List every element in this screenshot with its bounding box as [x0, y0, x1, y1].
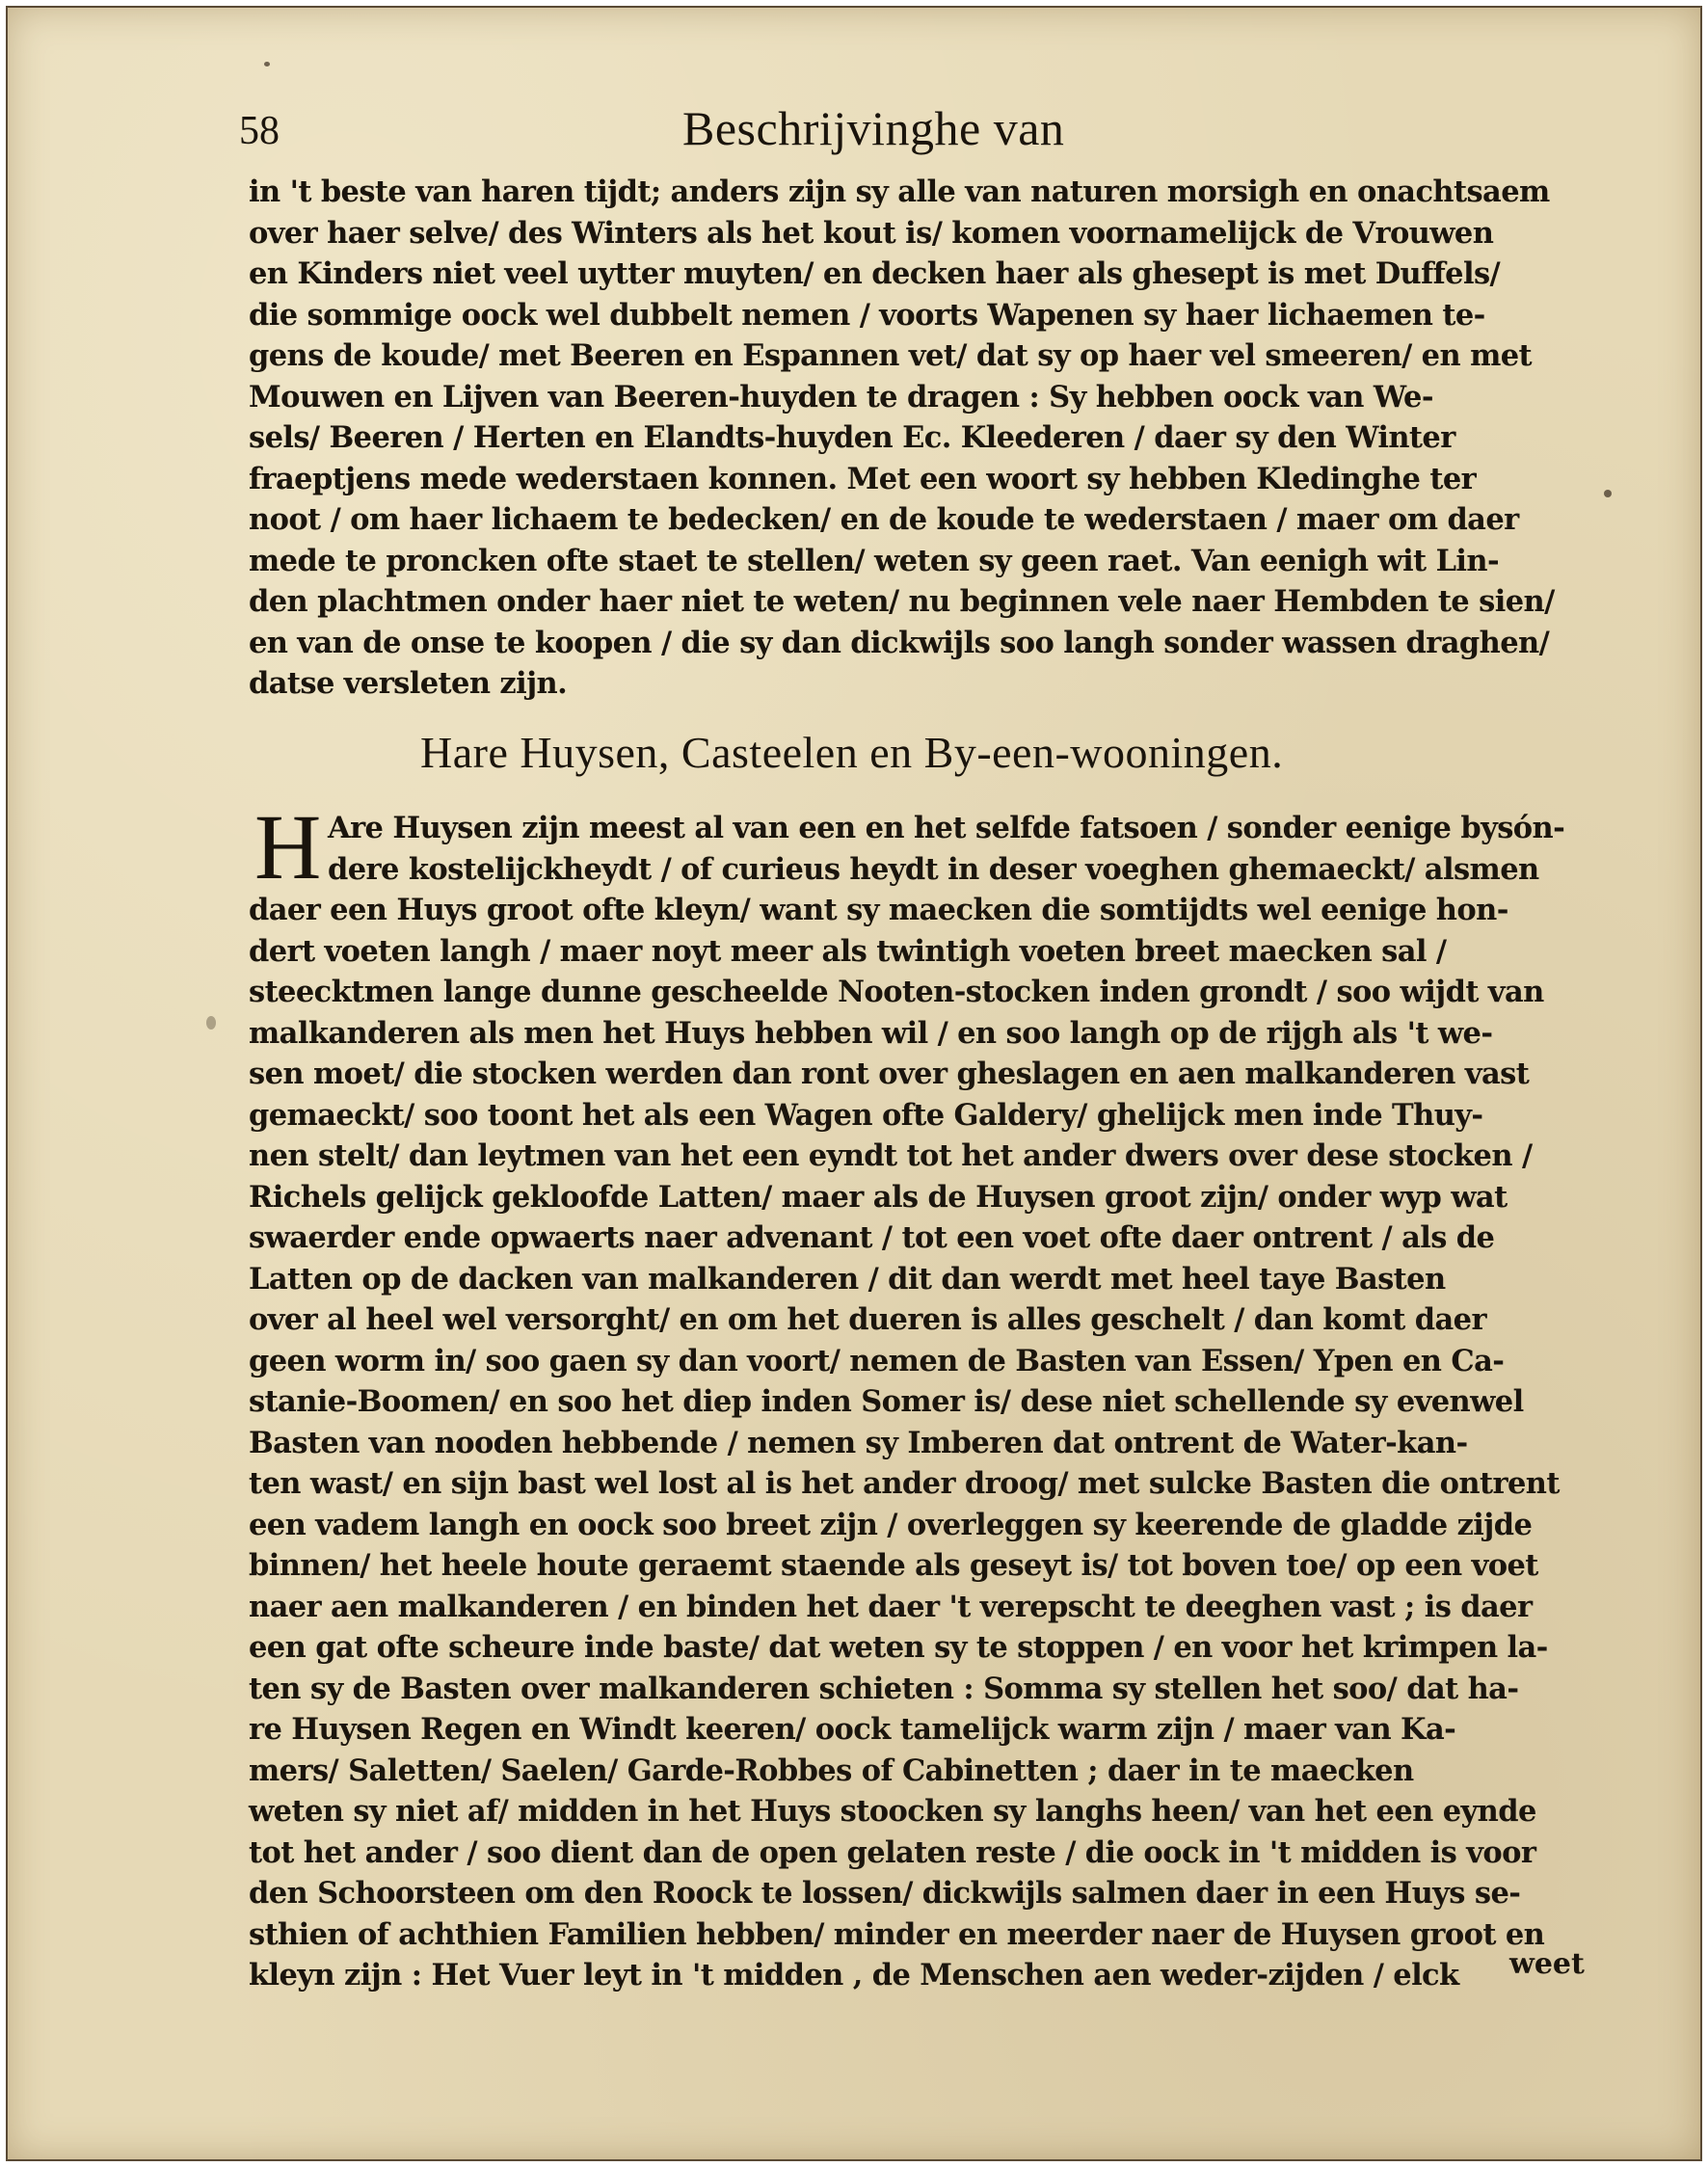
text-line: nen stelt/ dan leytmen van het een eyndt tot het ander dwers over dese stocken / — [249, 1138, 1533, 1173]
text-line: swaerder ende opwaerts naer advenant / tot een voet ofte daer ontrent / als de — [249, 1220, 1495, 1255]
paragraph-clothing — [249, 172, 1598, 705]
text-line: steecktmen lange dunne gescheelde Nooten-stocken inden grondt / soo wijdt van — [249, 975, 1544, 1009]
text-line: noot / om haer lichaem te bedecken/ en de koude te wederstaen / maer om daer — [249, 502, 1519, 537]
ink-speck — [1604, 490, 1612, 497]
text-line: daer een Huys groot ofte kleyn/ want sy maecken die somtijdts wel eenige hon- — [249, 893, 1508, 927]
book-page — [8, 8, 1700, 2159]
text-line: den plachtmen onder haer niet te weten/ nu beginnen vele naer Hembden te sien/ — [249, 584, 1555, 619]
text-line: gens de koude/ met Beeren en Espannen vet/ dat sy op haer vel smeeren/ en met — [249, 338, 1533, 373]
text-line: weten sy niet af/ midden in het Huys stoocken sy langhs heen/ van het een eynde — [249, 1794, 1536, 1829]
page-number: 58 — [239, 109, 280, 153]
text-line: dere kostelijckheydt / of curieus heydt in deser voeghen ghemaeckt/ alsmen — [328, 851, 1539, 887]
text-line: mede te proncken ofte staet te stellen/ weten sy geen raet. Van eenigh wit Lin- — [249, 543, 1500, 578]
text-line: sels/ Beeren / Herten en Elandts-huyden Ec. Kleederen / daer sy den Winter — [249, 420, 1455, 455]
text-line: ten wast/ en sijn bast wel lost al is het ander droog/ met sulcke Basten die ontrent — [249, 1466, 1560, 1501]
ink-speck — [206, 1016, 216, 1030]
text-line: tot het ander / soo dient dan de open gelaten reste / die oock in 't midden is voor — [249, 1834, 1536, 1870]
text-line: sthien of achthien Familien hebben/ minder en meerder naer de Huysen groot en — [249, 1916, 1545, 1952]
text-line: kleyn zijn : Het Vuer leyt in 't midden , de Menschen aen weder-zijden / elck — [249, 1958, 1459, 1993]
text-line: malkanderen als men het Huys hebben wil / en soo langh op de rijgh als 't we- — [249, 1015, 1493, 1051]
text-line: den Schoorsteen om den Roock te lossen/ dickwijls salmen daer in een Huys se- — [249, 1876, 1521, 1911]
text-line: re Huysen Regen en Windt keeren/ oock tamelijck warm zijn / maer van Ka- — [249, 1712, 1456, 1747]
text-line: Mouwen en Lijven van Beeren-huyden te dragen : Sy hebben oock van We- — [249, 379, 1433, 415]
text-line: ten sy de Basten over malkanderen schieten : Somma sy stellen het soo/ dat ha- — [249, 1671, 1519, 1706]
text-line: over haer selve/ des Winters als het kout is/ komen voornamelijck de Vrouwen — [249, 215, 1494, 251]
text-line: een vadem langh en oock soo breet zijn / overleggen sy keerende de gladde zijde — [249, 1507, 1533, 1542]
text-line: over al heel wel versorght/ en om het dueren is alles geschelt / dan komt daer — [249, 1302, 1486, 1337]
section-heading: Hare Huysen, Casteelen en By-een-wooningen. — [420, 728, 1284, 777]
text-line: mers/ Saletten/ Saelen/ Garde-Robbes of Cabinetten ; daer in te maecken — [249, 1752, 1414, 1788]
text-line: datse versleten zijn. — [249, 666, 568, 701]
text-line: Latten op de dacken van malkanderen / dit dan werdt met heel taye Basten — [249, 1261, 1446, 1297]
text-line: Richels gelijck gekloofde Latten/ maer als de Huysen groot zijn/ onder wyp wat — [249, 1179, 1508, 1215]
text-line: een gat ofte scheure inde baste/ dat weten sy te stoppen / en voor het krimpen la- — [249, 1630, 1548, 1665]
text-line: in 't beste van haren tijdt; anders zijn sy alle van naturen morsigh en onachtsaem — [249, 174, 1550, 209]
text-line: fraeptjens mede wederstaen konnen. Met een woort sy hebben Kledinghe ter — [249, 461, 1477, 496]
running-head: Beschrijvinghe van — [682, 101, 1065, 155]
text-line: die sommige oock wel dubbelt nemen / voorts Wapenen sy haer lichaemen te- — [249, 297, 1485, 333]
drop-initial: H — [254, 795, 322, 898]
text-line: Are Huysen zijn meest al van een en het selfde fatsoen / sonder eenige bysón- — [328, 811, 1565, 845]
paragraph-houses — [249, 808, 1598, 1996]
text-line: Basten van nooden hebbende / nemen sy Imberen dat ontrent de Water-kan- — [249, 1425, 1468, 1460]
text-line: sen moet/ die stocken werden dan ront over gheslagen en aen malkanderen vast — [249, 1057, 1530, 1091]
text-line: en van de onse te koopen / die sy dan dickwijls soo langh sonder wassen draghen/ — [249, 625, 1550, 660]
text-line: binnen/ het heele houte geraemt staende als geseyt is/ tot boven toe/ op een voet — [249, 1548, 1538, 1583]
text-line: gemaeckt/ soo toont het als een Wagen ofte Galdery/ ghelijck men inde Thuy- — [249, 1097, 1483, 1133]
text-line: stanie-Boomen/ en soo het diep inden Somer is/ dese niet schellende sy evenwel — [249, 1384, 1524, 1419]
catchword: weet — [1509, 1947, 1585, 1981]
ink-speck — [264, 62, 270, 67]
text-line: en Kinders niet veel uytter muyten/ en decken haer als ghesept is met Duffels/ — [249, 256, 1501, 291]
text-line: geen worm in/ soo gaen sy dan voort/ nemen de Basten van Essen/ Ypen en Ca- — [249, 1343, 1505, 1378]
text-line: naer aen malkanderen / en binden het daer 't verepscht te deeghen vast ; is daer — [249, 1589, 1533, 1624]
text-line: dert voeten langh / maer noyt meer als twintigh voeten breet maecken sal / — [249, 933, 1447, 969]
